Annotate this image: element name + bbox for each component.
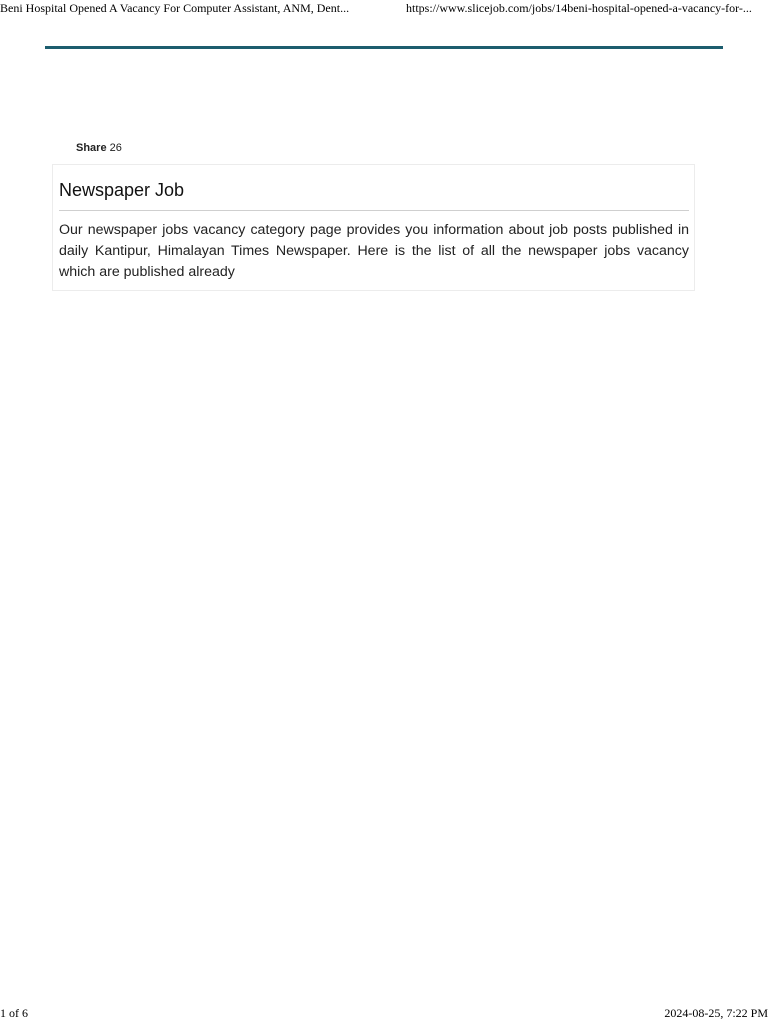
print-footer: [0, 1004, 768, 1024]
print-header: [0, 0, 768, 18]
category-description-card: [52, 164, 695, 291]
category-description: Our newspaper jobs vacancy category page provides you information about job posts published in daily Kantipur, Himalayan Times Newspaper. Here is the list of all the newspaper jobs vacancy which are published already: [59, 222, 689, 280]
share-button[interactable]: [76, 142, 122, 154]
document-url: https://www.slicejob.com/jobs/14beni-hospital-opened-a-vacancy-for-...: [406, 1, 752, 15]
header-accent-rule: [45, 46, 723, 49]
document-title: Beni Hospital Opened A Vacancy For Computer Assistant, ANM, Dent...: [0, 1, 350, 15]
page-number: 1 of 6: [0, 1006, 28, 1020]
share-count: 26: [109, 142, 122, 154]
print-timestamp: 2024-08-25, 7:22 PM: [664, 1006, 768, 1020]
category-title: Newspaper Job: [59, 180, 185, 200]
share-label: Share: [76, 142, 107, 154]
category-divider: [59, 210, 689, 211]
